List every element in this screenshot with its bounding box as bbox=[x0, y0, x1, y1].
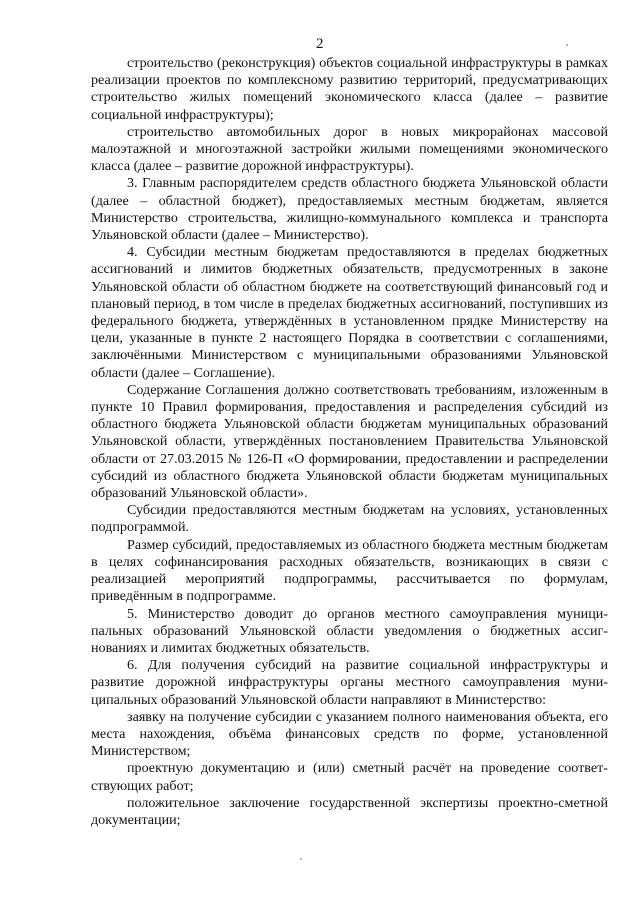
paragraph-subsidy-conditions: Субсидии предоставляются местным бюджетам на условиях, установленных подпрограммой. bbox=[91, 502, 608, 536]
paragraph-item-5: 5. Министерство доводит до органов местного самоуправления муниципальных образований Ульяновской области уведомления о бюджетных ассигнованиях и лимитах бюджетных обязательств. bbox=[91, 605, 608, 656]
paragraph-road-infrastructure: строительство автомобильных дорог в новых микрорайонах массовой малоэтажной и многоэтажной застройки жилыми помещениями экономического класса (далее – развитие дорожной инфраструктуры). bbox=[91, 123, 608, 175]
scan-speck bbox=[566, 44, 568, 46]
paragraph-item-6: 6. Для получения субсидий на развитие социальной инфраструктуры и развитие дорожной инфраструктуры органы местного самоуправления муниципальных образований Ульяновской области направляют в Министерство: bbox=[91, 657, 608, 708]
document-body bbox=[91, 55, 608, 829]
scan-speck bbox=[300, 858, 302, 860]
paragraph-project-docs: проектную документацию и (или) сметный расчёт на проведение соответствующих работ; bbox=[91, 760, 608, 794]
paragraph-subsidy-size: Размер субсидий, предоставляемых из областного бюджета местным бюджетам в целях софинансирования расходных обязательств, возникающих в связи с реализацией мероприятий подпрограммы, рассчитывается по формулам, приведённым в подпрограмме. bbox=[91, 536, 608, 605]
paragraph-application: заявку на получение субсидии с указанием полного наименования объекта, его места нахождения, объёма финансовых средств по форме, установленной Министерством; bbox=[91, 708, 608, 760]
paragraph-expert-review: положительное заключение государственной экспертизы проектно-сметной документации; bbox=[91, 794, 608, 828]
page-number: 2 bbox=[316, 36, 324, 52]
paragraph-social-infrastructure: строительство (реконструкция) объектов социальной инфраструктуры в рамках реализации проектов по комплексному развитию территорий, предусматривающих строительство жилых помещений экономического класса (далее – развитие социальной инфраструктуры); bbox=[91, 55, 608, 123]
paragraph-item-3: 3. Главным распорядителем средств областного бюджета Ульяновской области (далее – областной бюджет), предоставляемых местным бюджетам, является Министерство строительства, жилищно-коммунального комплекса и транспорта Ульяновской области (далее – Министерство). bbox=[91, 175, 608, 244]
paragraph-item-4: 4. Субсидии местным бюджетам предоставляются в пределах бюджетных ассигнований и лимитов бюджетных обязательств, предусмотренных в законе Ульяновской области об областном бюджете на соответствующий финансовый год и плановый период, в том числе в пределах бюджетных ассигнований, поступивших из федерального бюджета, утверждённых в установленном прядке Министерству на цели, указанные в пункте 2 настоящего Порядка в соответствии с соглашениями, заключёнными Министерством с муниципальными образованиями Ульяновской области (далее – Соглашение). bbox=[91, 244, 608, 381]
paragraph-agreement-content: Содержание Соглашения должно соответствовать требованиям, изложенным в пункте 10 Правил формирования, предоставления и распределения субсидий из областного бюджета Ульяновской области бюджетам муниципальных образований Ульяновской области, утверждённых постановлением Правительства Ульяновской области от 27.03.2015 № 126-П «О формировании, предоставлении и распределении субсидий из областного бюджета Ульяновской области бюджетам муниципальных образований Ульяновской области». bbox=[91, 381, 608, 502]
